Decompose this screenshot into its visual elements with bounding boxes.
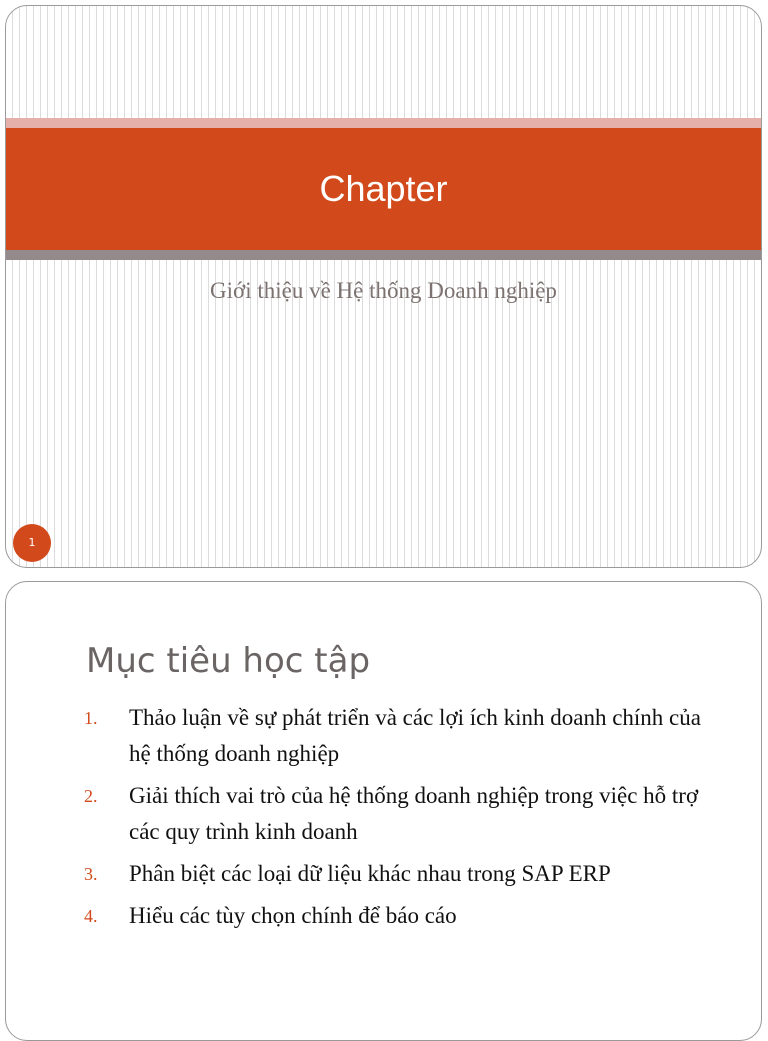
- list-item: [84, 856, 724, 892]
- list-item-number: 4.: [84, 906, 98, 926]
- objectives-heading: Mục tiêu học tập: [86, 641, 371, 681]
- slide-subtitle: Giới thiệu về Hệ thống Doanh nghiệp: [210, 278, 557, 303]
- slide-title: Chapter: [319, 168, 448, 209]
- list-item: [84, 778, 724, 850]
- objectives-list: [84, 700, 724, 940]
- list-item-text: Giải thích vai trò của hệ thống doanh nghiệp trong việc hỗ trợ các quy trình kinh doanh: [129, 783, 699, 844]
- list-item: [84, 700, 724, 772]
- list-item-number: 2.: [84, 786, 98, 806]
- list-item-number: 1.: [84, 708, 98, 728]
- accent-band-bottom: [6, 250, 761, 260]
- accent-band-top: [6, 118, 761, 128]
- list-item-text: Hiểu các tùy chọn chính để báo cáo: [129, 903, 457, 928]
- list-item: [84, 898, 724, 934]
- list-item-text: Thảo luận về sự phát triển và các lợi ích kinh doanh chính của hệ thống doanh nghiệp: [129, 705, 701, 766]
- list-item-number: 3.: [84, 864, 98, 884]
- objectives-slide: [5, 581, 762, 1041]
- list-item-text: Phân biệt các loại dữ liệu khác nhau trong SAP ERP: [129, 861, 611, 886]
- page-number-badge: 1: [13, 524, 51, 562]
- title-slide: [5, 5, 762, 568]
